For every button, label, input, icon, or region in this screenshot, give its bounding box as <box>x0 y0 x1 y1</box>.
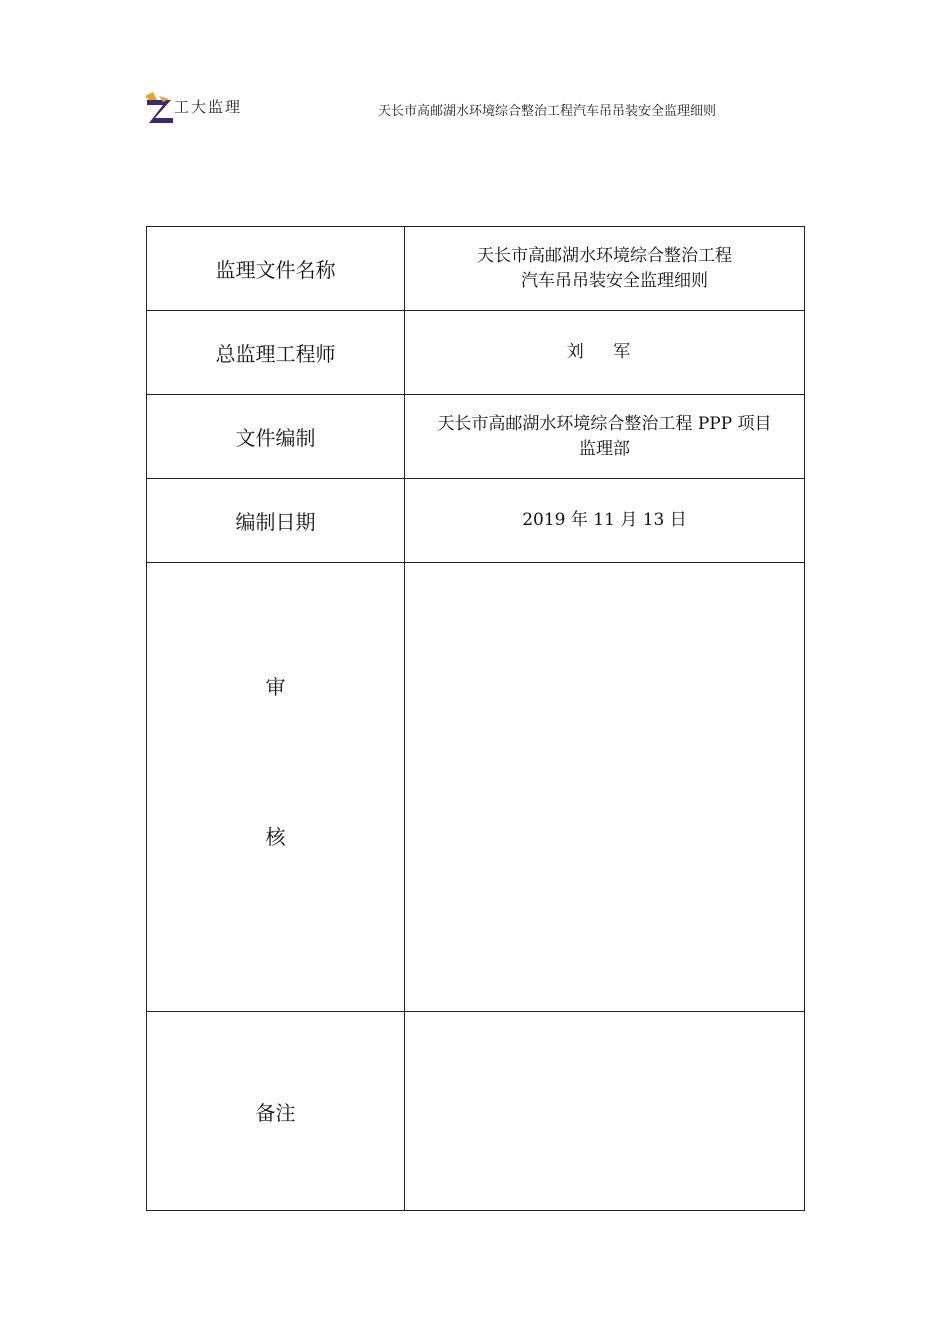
preparation-date-value: 2019 年 11 月 13 日 <box>405 479 805 563</box>
prepared-by-value <box>405 395 805 479</box>
logo-text: 工大监理 <box>174 98 243 116</box>
table-row <box>147 395 805 479</box>
preparation-date-label: 编制日期 <box>147 479 405 563</box>
table-row <box>147 311 805 395</box>
review-label-char-2: 核 <box>265 825 286 849</box>
table-row <box>147 1012 805 1211</box>
notes-label: 备注 <box>147 1012 405 1211</box>
review-value <box>405 563 805 1012</box>
file-name-value <box>405 227 805 311</box>
table-row <box>147 227 805 311</box>
table-row <box>147 563 805 1012</box>
prepared-by-line-1: 天长市高邮湖水环境综合整治工程 PPP 项目 <box>437 413 772 434</box>
table-row <box>147 479 805 563</box>
prepared-by-line-2: 监理部 <box>579 438 630 459</box>
review-label-char-1: 审 <box>265 675 286 699</box>
chief-engineer-value: 刘 军 <box>405 311 805 395</box>
header-document-title: 天长市高邮湖水环境综合整治工程汽车吊吊装安全监理细则 <box>378 104 717 119</box>
notes-value <box>405 1012 805 1211</box>
page-header <box>0 0 950 140</box>
prepared-by-label: 文件编制 <box>147 395 405 479</box>
file-name-label: 监理文件名称 <box>147 227 405 311</box>
file-name-line-2: 汽车吊吊装安全监理细则 <box>521 270 708 291</box>
chief-engineer-label: 总监理工程师 <box>147 311 405 395</box>
document-info-table <box>146 226 805 1211</box>
review-label <box>147 563 405 1012</box>
file-name-line-1: 天长市高邮湖水环境综合整治工程 <box>477 245 732 266</box>
